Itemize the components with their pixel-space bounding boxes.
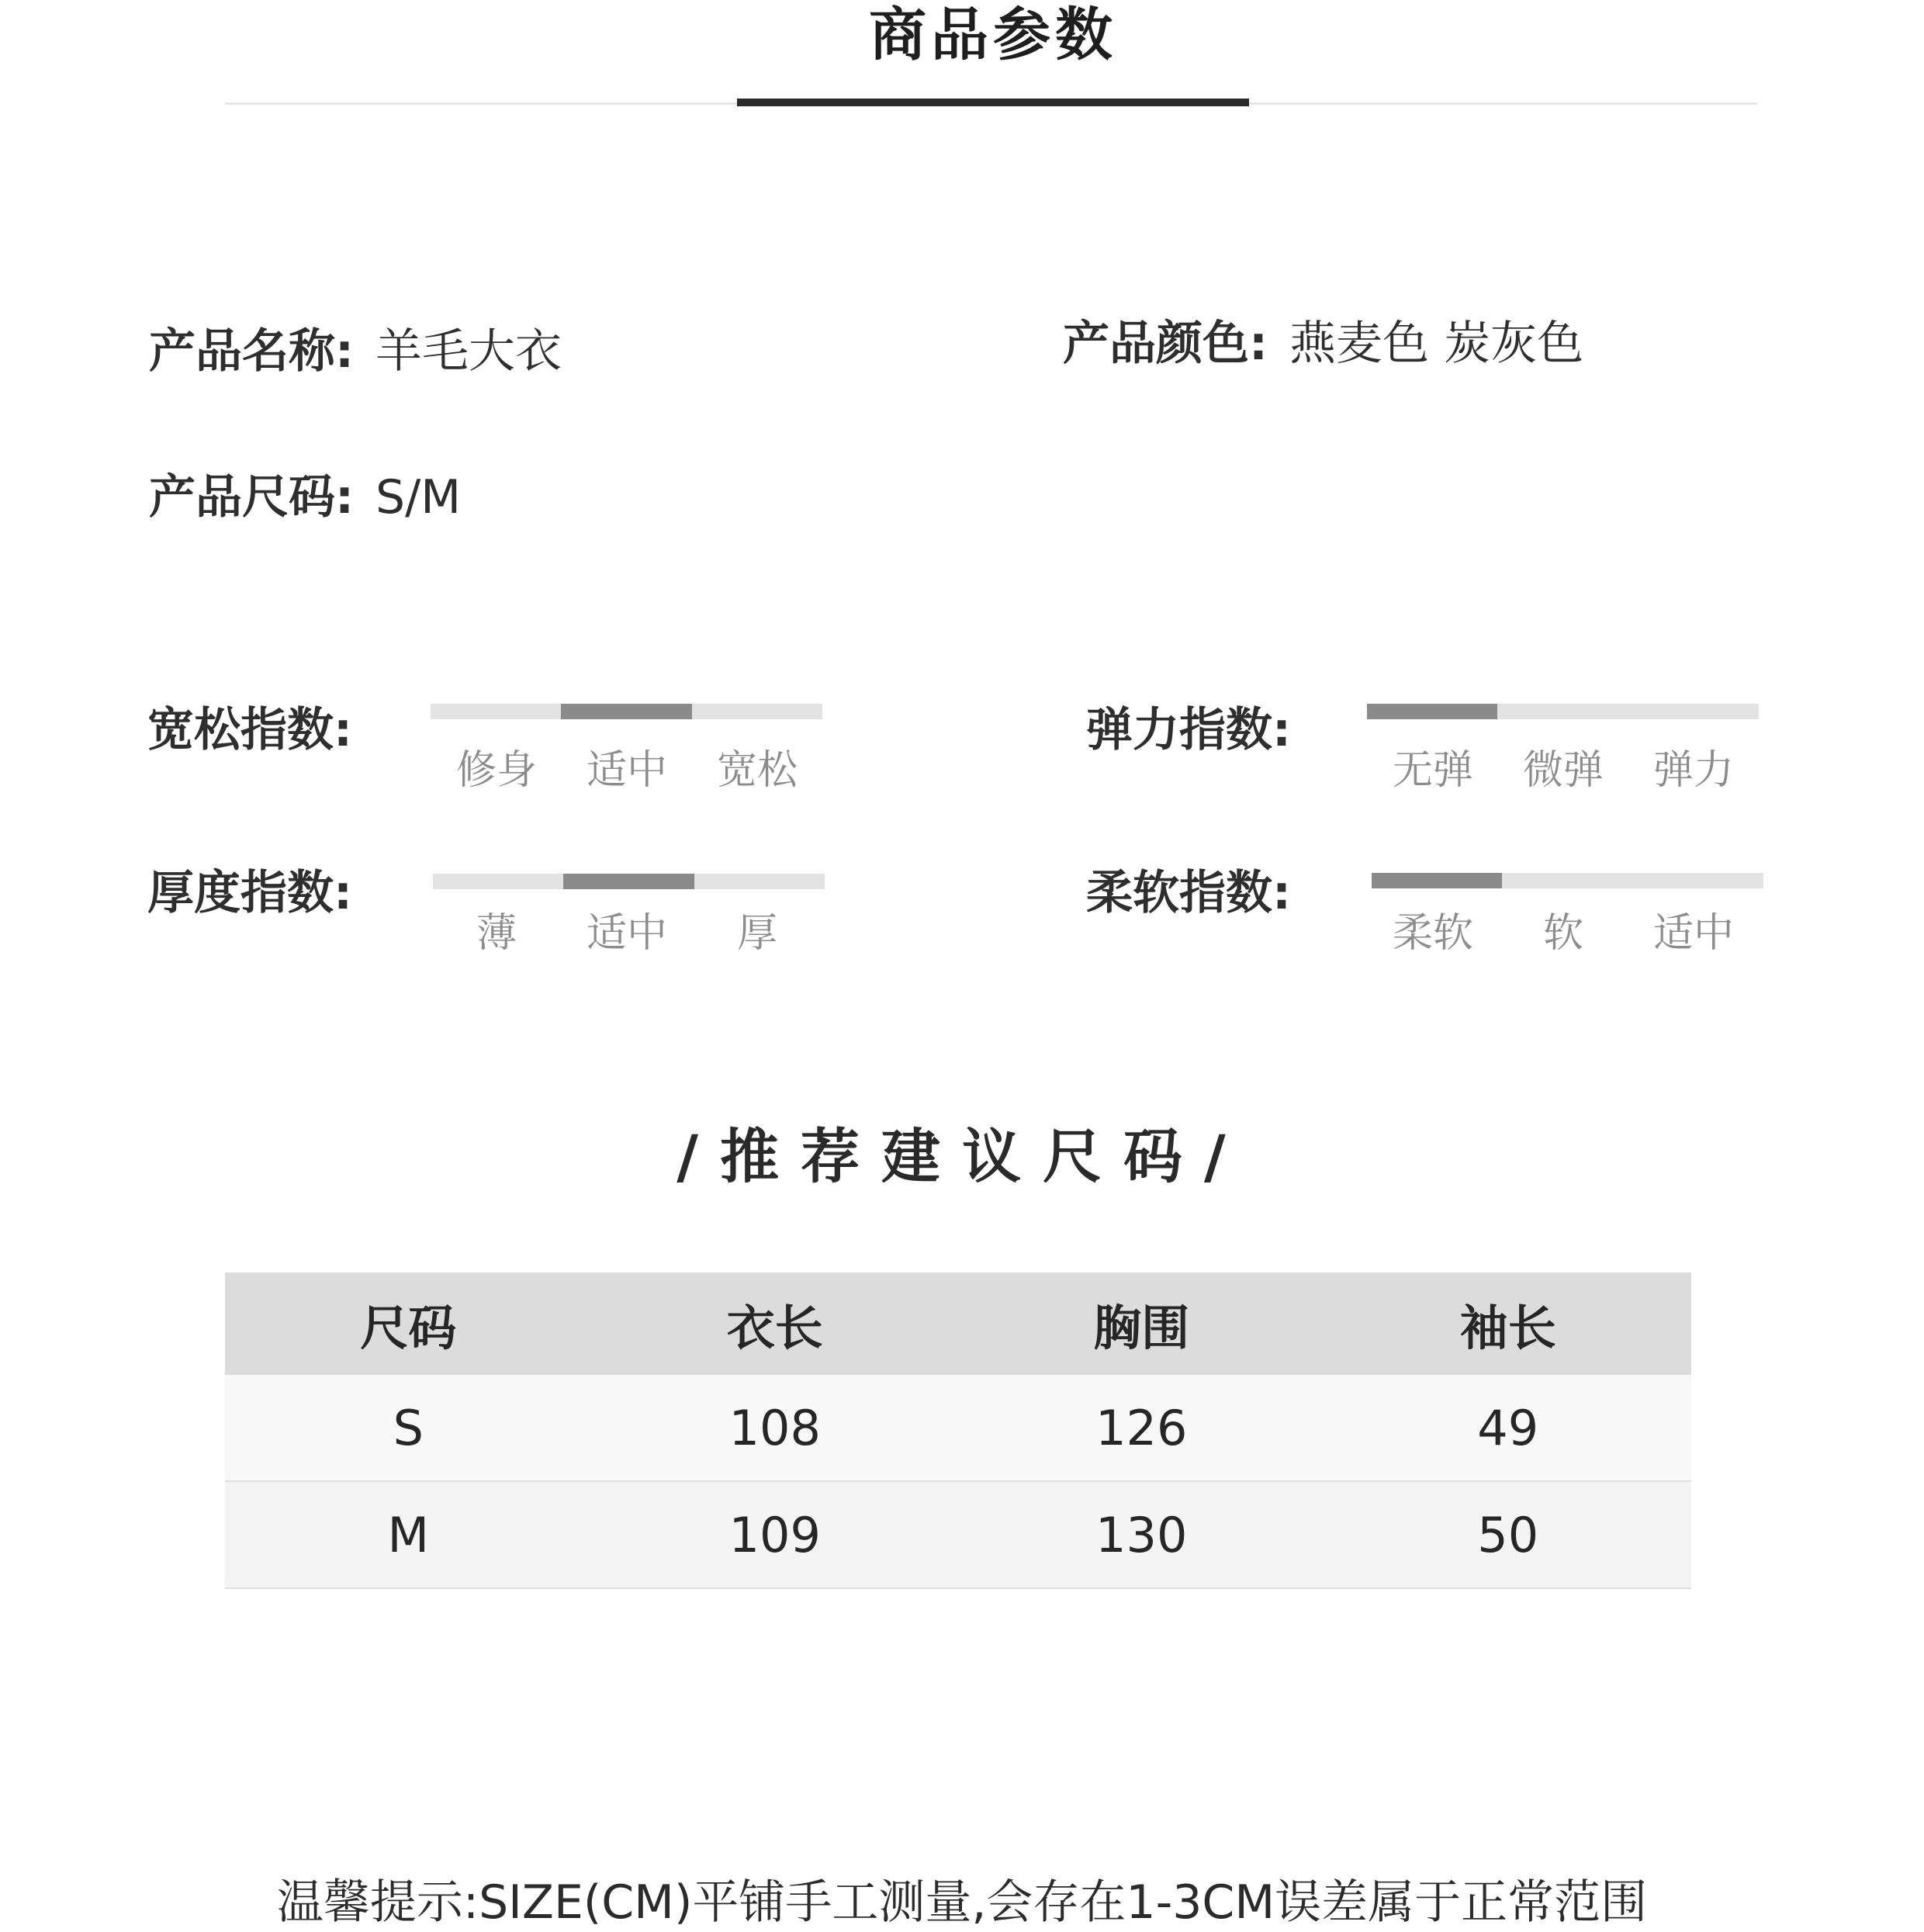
size-table-header: 袖长 <box>1325 1272 1692 1375</box>
table-cell: S <box>225 1375 592 1481</box>
softness-index-indicator <box>1372 873 1502 888</box>
table-cell: 108 <box>592 1375 959 1481</box>
softness-index-scale <box>1372 873 1763 888</box>
elasticity-index-indicator <box>1367 704 1497 719</box>
size-table-header-row <box>225 1272 1691 1375</box>
table-row <box>225 1375 1691 1481</box>
size-table-header: 胸围 <box>958 1272 1325 1375</box>
product-size-value: S/M <box>375 470 462 525</box>
elasticity-option-slight: 微弹 <box>1522 747 1604 794</box>
table-cell: 50 <box>1325 1481 1692 1588</box>
thickness-option-thick: 厚 <box>736 910 777 957</box>
fit-index-options <box>431 737 822 794</box>
thickness-index-scale <box>433 874 825 889</box>
thickness-option-medium: 适中 <box>586 910 667 957</box>
size-table-header: 尺码 <box>225 1272 592 1375</box>
elasticity-option-none: 无弹 <box>1392 747 1473 794</box>
elasticity-index-scale <box>1367 704 1759 719</box>
fit-option-slim: 修身 <box>455 747 537 794</box>
thickness-option-thin: 薄 <box>476 910 517 957</box>
table-cell: 49 <box>1325 1375 1692 1481</box>
table-cell: 126 <box>958 1375 1325 1481</box>
thickness-index-indicator <box>563 874 694 889</box>
fit-option-loose: 宽松 <box>716 747 798 794</box>
product-color-row <box>1063 306 1583 373</box>
softness-option-soft: 柔软 <box>1392 910 1473 957</box>
fit-index-indicator <box>561 704 691 719</box>
size-table-header: 衣长 <box>592 1272 959 1375</box>
product-size-label: 产品尺码: <box>149 470 354 525</box>
product-color-label: 产品颜色: <box>1063 317 1268 371</box>
product-name-label: 产品名称: <box>149 324 354 379</box>
page-title: 商品参数 <box>869 2 1117 68</box>
thickness-index-label: 厚度指数: <box>147 866 352 920</box>
table-cell: 109 <box>592 1481 959 1588</box>
softness-option-medium: 适中 <box>1652 910 1734 957</box>
product-color-value: 燕麦色 炭灰色 <box>1289 317 1584 371</box>
softness-index-label: 柔软指数: <box>1086 866 1291 920</box>
size-section-heading: /推荐建议尺码/ <box>677 1122 1247 1191</box>
table-row <box>225 1481 1691 1588</box>
product-name-row <box>149 314 562 381</box>
elasticity-option-stretch: 弹力 <box>1652 747 1734 794</box>
table-cell: 130 <box>958 1481 1325 1588</box>
thickness-index-options <box>431 900 822 957</box>
measurement-tip: 温馨提示:SIZE(CM)平铺手工测量,会存在1-3CM误差属于正常范围 <box>276 1875 1648 1930</box>
size-table <box>225 1272 1691 1589</box>
softness-option-softish: 软 <box>1542 910 1583 957</box>
softness-index-options <box>1367 900 1759 957</box>
fit-index-label: 宽松指数: <box>147 703 352 757</box>
product-name-value: 羊毛大衣 <box>375 324 562 379</box>
elasticity-index-options <box>1367 737 1759 794</box>
title-divider-accent <box>737 99 1249 106</box>
fit-index-scale <box>431 704 822 719</box>
product-size-row <box>149 460 461 527</box>
fit-option-regular: 适中 <box>586 747 667 794</box>
table-cell: M <box>225 1481 592 1588</box>
elasticity-index-label: 弹力指数: <box>1086 703 1291 757</box>
